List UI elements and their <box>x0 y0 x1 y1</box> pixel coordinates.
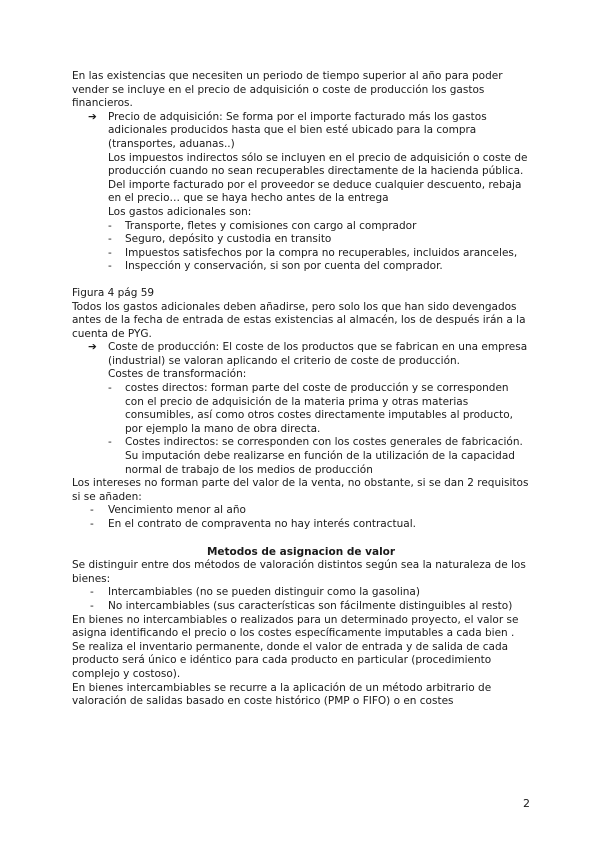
impuestos-paragraph: Los impuestos indirectos sólo se incluyen en el precio de adquisición o coste de producción cuando no sean recuperables directamente de la hacienda pública. <box>108 151 528 178</box>
gastos-paragraph: Todos los gastos adicionales deben añadirse, pero solo los que han sido devengados antes de la fecha de entrada de estas existencias al almacén, los de después irán a la cuenta de PYG. <box>72 300 526 340</box>
list-item: - costes directos: forman parte del coste de producción y se corresponden con el precio de adquisición de la materia prima y otras materias consumibles, así como otros costes directamente imputables al producto, por ejemplo la mano de obra directa. <box>108 382 513 435</box>
list-item: - Inspección y conservación, si son por cuenta del comprador. <box>108 260 443 273</box>
dash-bullet: - <box>108 233 112 246</box>
precio-adquisicion-block <box>72 111 530 220</box>
list-item: - No intercambiables (sus características son fácilmente distinguibles al resto) <box>90 599 513 612</box>
dash-bullet: - <box>108 436 112 449</box>
intereses-list <box>72 504 530 531</box>
dash-bullet: - <box>90 599 94 612</box>
coste-produccion-block <box>72 341 530 382</box>
list-item: - Intercambiables (no se pueden distinguir como la gasolina) <box>90 586 420 599</box>
list-item: - Transporte, fletes y comisiones con cargo al comprador <box>108 219 417 232</box>
document-page <box>72 70 530 709</box>
dash-bullet: - <box>108 260 112 273</box>
list-item: - Seguro, depósito y custodia en transito <box>108 233 332 246</box>
no-intercambiables-paragraph: En bienes no intercambiables o realizados para un determinado proyecto, el valor se asigna identificando el precio o los costes específicamente imputables a cada bien . Se realiza el inventario permanente, donde el valor de entrada y de salida de cada producto será único e idéntico para cada producto en particular (procedimiento complejo y costoso). <box>72 613 519 680</box>
precio-adquisicion-lead: Precio de adquisición: Se forma por el importe facturado más los gastos adicionales producidos hasta que el bien esté ubicado para la compra (transportes, aduanas..) <box>108 110 487 150</box>
list-item: - En el contrato de compraventa no hay interés contractual. <box>90 518 416 530</box>
figura-reference: Figura 4 pág 59 <box>72 286 155 299</box>
metodos-intro: Se distinguir entre dos métodos de valoración distintos según sea la naturaleza de los bienes: <box>72 559 526 585</box>
dash-bullet: - <box>108 246 112 259</box>
dash-bullet: - <box>90 586 94 599</box>
metodos-list <box>72 586 530 613</box>
arrow-bullet-icon: ➔ <box>88 110 97 123</box>
list-item: - Vencimiento menor al año <box>90 504 246 517</box>
page-number: 2 <box>523 797 530 810</box>
intercambiables-paragraph: En bienes intercambiables se recurre a la aplicación de un método arbitrario de valoración de salidas basado en coste histórico (PMP o FIFO) o en costes <box>72 681 492 708</box>
section-title: Metodos de asignacion de valor <box>206 545 396 558</box>
intereses-paragraph: Los intereses no forman parte del valor de la venta, no obstante, si se dan 2 requisitos si se añaden: <box>72 477 529 503</box>
dash-bullet: - <box>108 219 112 232</box>
descuento-paragraph: Del importe facturado por el proveedor se deduce cualquier descuento, rebaja en el precio… que se haya hecho antes de la entrega <box>108 178 522 205</box>
costes-transformacion-label: Costes de transformación: <box>108 368 247 381</box>
dash-bullet: - <box>90 518 94 530</box>
list-item: - Costes indirectos: se corresponden con los costes generales de fabricación. Su imputación debe realizarse en función de la utilización de la capacidad normal de trabajo de los medios de producción <box>108 436 523 476</box>
dash-bullet: - <box>108 382 112 395</box>
arrow-bullet-icon: ➔ <box>88 341 97 354</box>
gastos-adicionales-label: Los gastos adicionales son: <box>108 205 252 218</box>
dash-bullet: - <box>90 504 94 517</box>
costes-transformacion-list <box>72 382 530 477</box>
coste-produccion-lead: Coste de producción: El coste de los productos que se fabrican en una empresa (industrial) se valoran aplicando el criterio de coste de producción. <box>108 341 528 367</box>
list-item: - Impuestos satisfechos por la compra no recuperables, incluidos aranceles, <box>108 246 518 259</box>
intro-paragraph: En las existencias que necesiten un periodo de tiempo superior al año para poder vender se incluye en el precio de adquisición o coste de producción los gastos financieros. <box>72 70 503 110</box>
gastos-adicionales-list <box>72 220 530 274</box>
